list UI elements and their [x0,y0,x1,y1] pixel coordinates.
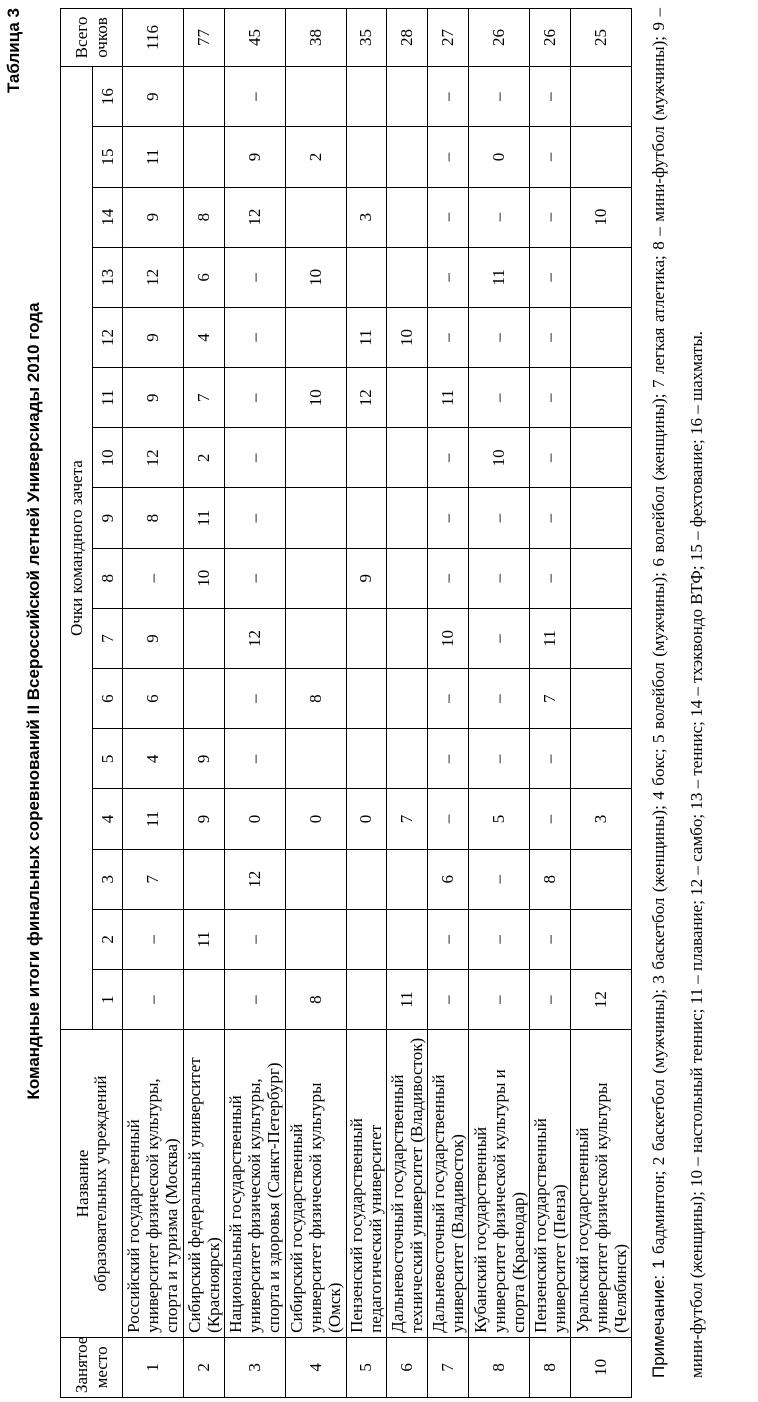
total-cell: 116 [123,9,184,67]
score-cell: 8 [285,669,346,729]
score-cell [285,307,346,367]
score-cell: 3 [346,187,387,247]
header-place: Занятое место [61,1337,123,1397]
score-cell: 11 [387,970,428,1030]
score-cell: – [469,608,530,668]
score-cell [346,428,387,488]
header-name [61,1030,123,1338]
score-cell: – [530,729,571,789]
score-cell [571,548,632,608]
score-cell [387,548,428,608]
score-cell: 12 [224,849,285,909]
score-cell: 9 [123,66,184,126]
score-cell [183,849,224,909]
score-cell: – [469,849,530,909]
score-cell: – [224,307,285,367]
total-cell: 27 [428,9,469,67]
score-cell [183,669,224,729]
score-cell [346,909,387,969]
total-cell: 26 [530,9,571,67]
header-col-6: 6 [93,669,123,729]
score-cell: 11 [123,789,184,849]
score-cell: – [428,127,469,187]
score-cell: – [530,548,571,608]
score-cell [183,970,224,1030]
table-note [640,8,716,1378]
score-cell [571,66,632,126]
score-cell: – [469,669,530,729]
score-cell [571,669,632,729]
score-cell [387,488,428,548]
score-cell: – [469,187,530,247]
header-col-11: 11 [93,368,123,428]
score-cell: 0 [469,127,530,187]
score-cell [387,368,428,428]
score-cell: 7 [123,849,184,909]
score-cell: 2 [183,428,224,488]
note-label: Примечание: 1 [649,1259,668,1378]
score-cell: – [224,247,285,307]
total-cell: 45 [224,9,285,67]
score-cell: – [530,970,571,1030]
total-cell: 25 [571,9,632,67]
score-cell: – [469,548,530,608]
score-cell: – [224,428,285,488]
institution-name-cell: Пензенский государственный университет (Пенза) [530,1030,571,1338]
score-cell: 7 [387,789,428,849]
place-cell: 5 [346,1337,387,1397]
score-cell: 10 [183,548,224,608]
score-cell [571,428,632,488]
score-cell [346,66,387,126]
score-cell: – [469,307,530,367]
header-col-7: 7 [93,608,123,668]
score-cell: 10 [428,608,469,668]
score-cell: – [428,187,469,247]
score-cell: – [530,307,571,367]
score-cell [346,488,387,548]
place-cell: 2 [183,1337,224,1397]
place-cell: 8 [530,1337,571,1397]
score-cell: – [530,428,571,488]
score-cell [387,247,428,307]
score-cell: – [224,669,285,729]
header-name-line2: образовательных учреждений [90,1075,110,1292]
place-cell: 7 [428,1337,469,1397]
score-cell: 12 [346,368,387,428]
score-cell: 2 [285,127,346,187]
table-row [387,9,428,1398]
score-cell: – [469,970,530,1030]
table-row [224,9,285,1398]
score-cell: 9 [183,729,224,789]
score-cell [183,608,224,668]
place-cell: 6 [387,1337,428,1397]
score-cell: 12 [571,970,632,1030]
score-cell: – [428,909,469,969]
header-col-2: 2 [93,909,123,969]
score-cell: – [224,970,285,1030]
score-cell: – [530,909,571,969]
place-cell: 4 [285,1337,346,1397]
place-cell: 10 [571,1337,632,1397]
score-cell [571,368,632,428]
score-cell [387,729,428,789]
score-cell: – [530,187,571,247]
score-cell: – [530,488,571,548]
header-col-4: 4 [93,789,123,849]
score-cell: 4 [183,307,224,367]
score-cell: 11 [123,127,184,187]
table-row [183,9,224,1398]
score-cell [571,488,632,548]
score-cell: – [469,66,530,126]
header-name-line1: Название [72,1149,92,1218]
score-cell [346,729,387,789]
score-cell: – [469,729,530,789]
score-cell: – [224,909,285,969]
header-col-15: 15 [93,127,123,187]
score-cell: – [530,368,571,428]
score-cell [285,548,346,608]
score-cell [387,127,428,187]
score-cell [571,127,632,187]
header-col-16: 16 [93,66,123,126]
score-cell: 11 [469,247,530,307]
score-cell [387,428,428,488]
score-cell: – [469,488,530,548]
score-cell: – [428,488,469,548]
score-cell: – [224,548,285,608]
score-cell: – [224,66,285,126]
score-cell: 6 [123,669,184,729]
score-cell: – [428,247,469,307]
score-cell: 12 [224,187,285,247]
score-cell: 9 [123,608,184,668]
institution-name-cell: Национальный государственный университет физической культуры, спорта и здоровья (Санкт-Петербург) [224,1030,285,1338]
score-cell: 10 [571,187,632,247]
header-col-8: 8 [93,548,123,608]
score-cell [346,608,387,668]
institution-name-cell: Дальневосточный государственный университет (Владивосток) [428,1030,469,1338]
results-table [60,8,632,1398]
header-col-14: 14 [93,187,123,247]
score-cell [183,127,224,187]
score-cell: 9 [346,548,387,608]
table-caption: Таблица 3 [4,8,23,94]
institution-name-cell: Российский государственный университет физической культуры, спорта и туризма (Москва) [123,1030,184,1338]
score-cell: 8 [183,187,224,247]
score-cell [346,970,387,1030]
table-row [469,9,530,1398]
score-cell [346,669,387,729]
score-cell: 11 [183,909,224,969]
place-cell: 1 [123,1337,184,1397]
institution-name-cell: Дальневосточный государственный технический университет (Владивосток) [387,1030,428,1338]
score-cell: 12 [123,247,184,307]
score-cell [285,187,346,247]
score-cell [571,307,632,367]
score-cell [285,729,346,789]
score-cell: 0 [285,789,346,849]
place-cell: 3 [224,1337,285,1397]
score-cell [571,909,632,969]
score-cell: 5 [469,789,530,849]
score-cell: 9 [123,187,184,247]
score-cell: – [530,247,571,307]
score-cell: 8 [530,849,571,909]
score-cell [571,247,632,307]
score-cell: 11 [346,307,387,367]
header-col-12: 12 [93,307,123,367]
table-row [571,9,632,1398]
score-cell [285,849,346,909]
score-cell: 9 [123,368,184,428]
score-cell: 10 [387,307,428,367]
score-cell: 4 [123,729,184,789]
header-col-1: 1 [93,970,123,1030]
score-cell: 3 [571,789,632,849]
total-cell: 77 [183,9,224,67]
score-cell [387,909,428,969]
score-cell [285,909,346,969]
score-cell [346,127,387,187]
institution-name-cell: Сибирский государственный университет физической культуры (Омск) [285,1030,346,1338]
place-cell: 8 [469,1337,530,1397]
score-cell: 10 [469,428,530,488]
score-cell [346,247,387,307]
header-col-10: 10 [93,428,123,488]
score-cell: 12 [123,428,184,488]
total-cell: 26 [469,9,530,67]
score-cell: – [530,789,571,849]
score-cell: 8 [123,488,184,548]
total-cell: 38 [285,9,346,67]
score-cell [571,849,632,909]
score-cell: 6 [428,849,469,909]
header-total-line2: очков [91,17,111,58]
table-title: Командные итоги финальных соревнований II Всероссийской летней Универсиады 2010 года [24,302,43,1100]
table-row [123,9,184,1398]
score-cell [285,488,346,548]
score-cell: – [428,548,469,608]
institution-name-cell: Пензенский государственный педагогический университет [346,1030,387,1338]
score-cell [387,608,428,668]
score-cell: – [428,66,469,126]
score-cell: – [530,66,571,126]
score-cell: 9 [183,789,224,849]
score-cell: – [469,909,530,969]
table-row [285,9,346,1398]
note-text: бадминтон; 2 баскетбол (мужчины); 3 баскетбол (женщины); 4 бокс; 5 волейбол (мужчины); 6 волейбол (женщины); 7 легкая атлетика; 8 – мини-футбол (мужчины); 9 – мини-футбол (женщины); 10 – настольный теннис; 11 – плавание; 12 – самбо; 13 – теннис; 14 – тхэквондо ВТФ; 15 – фехтование; 16 – шахматы. [649,8,706,1378]
score-cell: 11 [428,368,469,428]
score-cell: – [123,909,184,969]
score-cell [387,187,428,247]
score-cell: – [469,368,530,428]
score-cell: – [123,970,184,1030]
score-cell [387,669,428,729]
score-cell: – [428,307,469,367]
score-cell: – [428,669,469,729]
score-cell [285,608,346,668]
score-cell: 9 [224,127,285,187]
score-cell [285,66,346,126]
score-cell: 0 [346,789,387,849]
score-cell: – [428,428,469,488]
score-cell: – [530,127,571,187]
score-cell: 8 [285,970,346,1030]
table-row [530,9,571,1398]
score-cell: 9 [123,307,184,367]
total-cell: 28 [387,9,428,67]
score-cell [571,608,632,668]
header-points: Очки командного зачета [61,66,93,1029]
header-col-13: 13 [93,247,123,307]
score-cell: 7 [183,368,224,428]
score-cell: 12 [224,608,285,668]
header-col-9: 9 [93,488,123,548]
score-cell [183,66,224,126]
score-cell: – [224,368,285,428]
score-cell: – [428,789,469,849]
score-cell [387,66,428,126]
score-cell: 11 [530,608,571,668]
total-cell: 35 [346,9,387,67]
score-cell [571,729,632,789]
score-cell [387,849,428,909]
score-cell: 11 [183,488,224,548]
score-cell: – [428,729,469,789]
header-col-3: 3 [93,849,123,909]
score-cell: 10 [285,247,346,307]
score-cell: 10 [285,368,346,428]
institution-name-cell: Сибирский федеральный университет (Красноярск) [183,1030,224,1338]
score-cell: – [224,729,285,789]
score-cell [285,428,346,488]
score-cell: – [224,488,285,548]
score-cell: 0 [224,789,285,849]
table-row [428,9,469,1398]
score-cell: 7 [530,669,571,729]
table-row [346,9,387,1398]
institution-name-cell: Уральский государственный университет физической культуры (Челябинск) [571,1030,632,1338]
institution-name-cell: Кубанский государственный университет физической культуры и спорта (Краснодар) [469,1030,530,1338]
score-cell: – [428,970,469,1030]
score-cell: – [123,548,184,608]
header-total-line1: Всего [71,16,91,59]
score-cell [346,849,387,909]
header-col-5: 5 [93,729,123,789]
header-total [61,9,123,67]
score-cell: 6 [183,247,224,307]
